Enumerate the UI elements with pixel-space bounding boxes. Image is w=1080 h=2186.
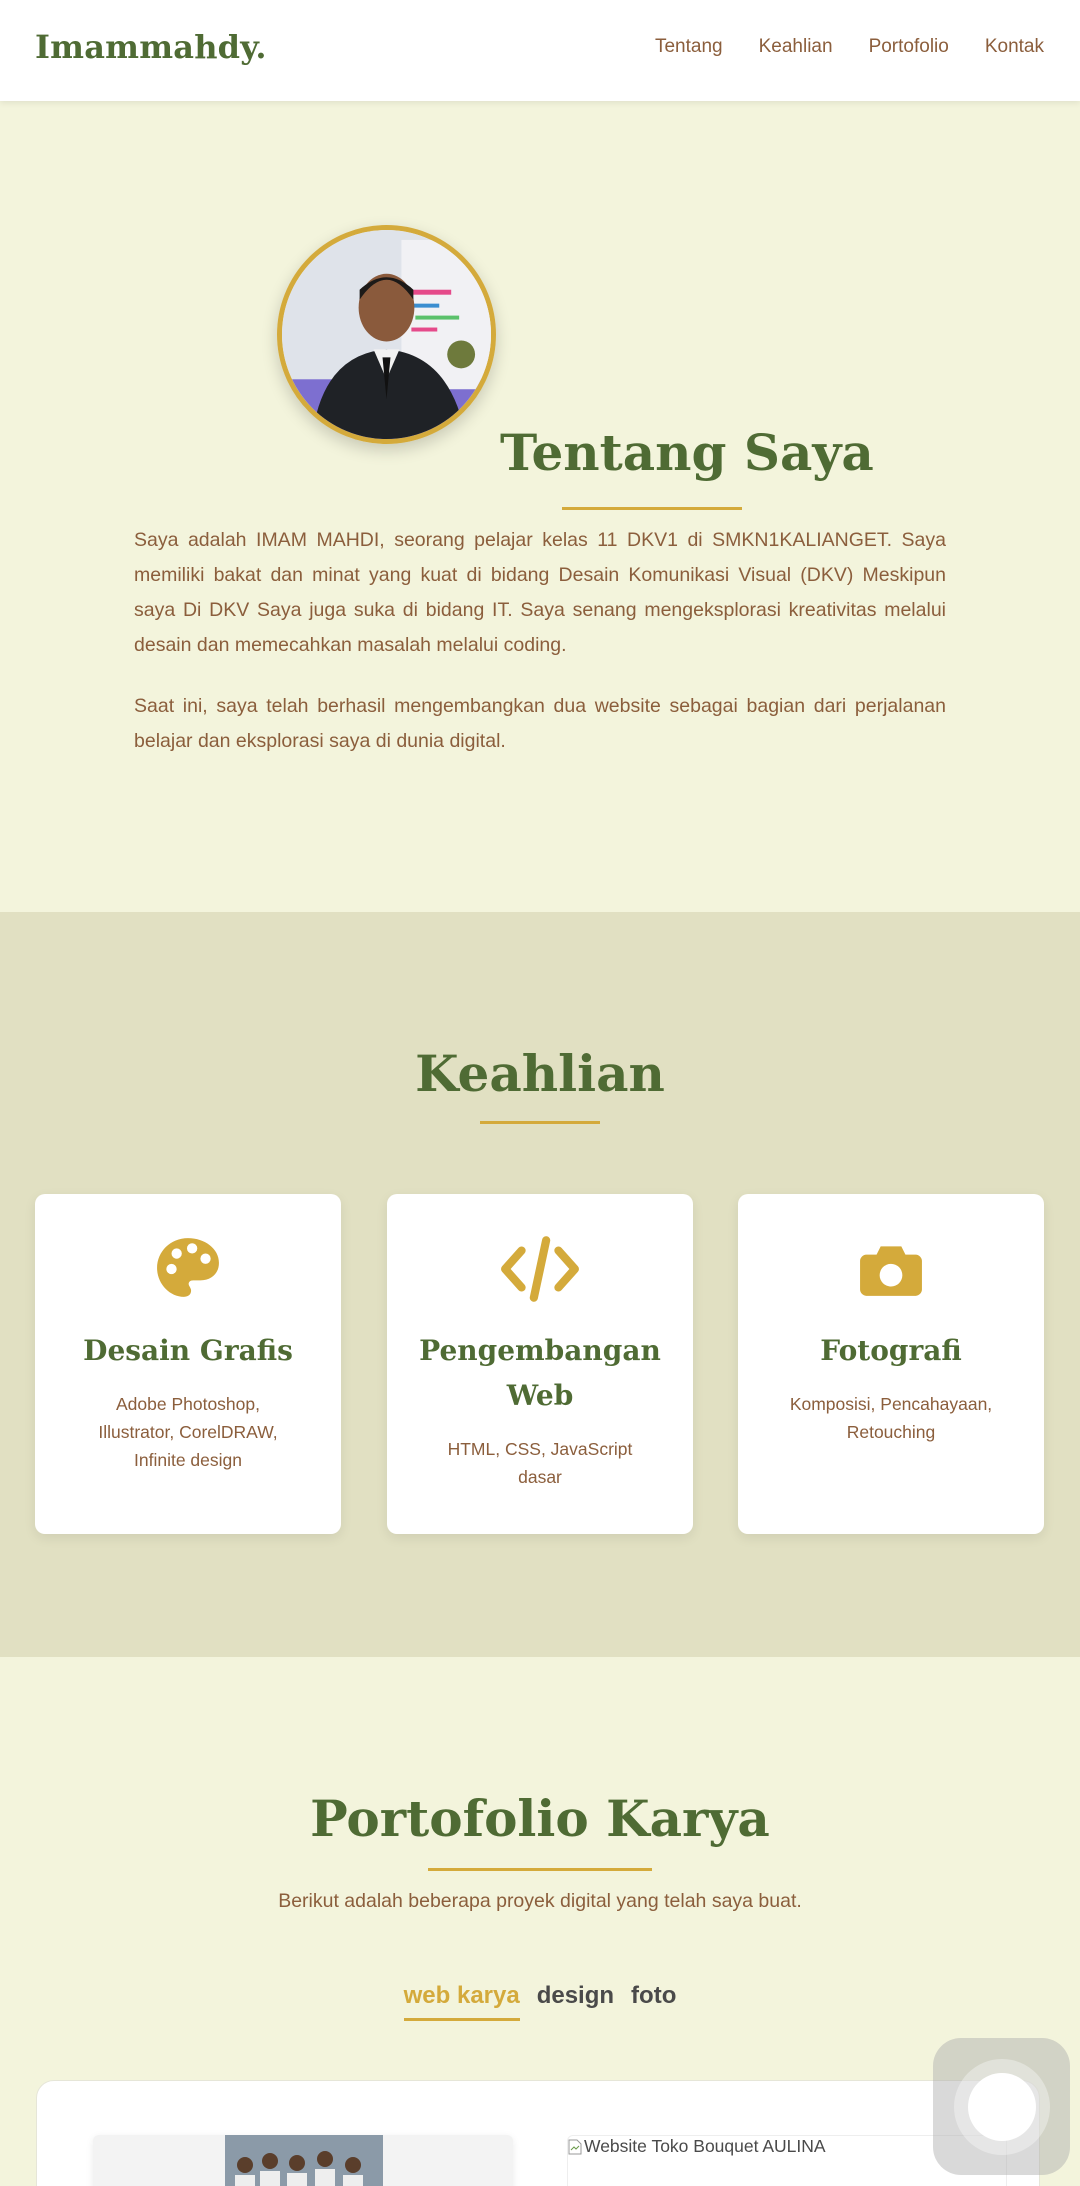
about-paragraph-1: Saya adalah IMAM MAHDI, seorang pelajar kelas 11 DKV1 di SMKN1KALIANGET. Saya memiliki bakat dan minat yang kuat di bidang Desain Komunikasi Visual (DKV) Meskipun saya Di DKV Saya juga suka di bidang IT. Saya senang mengeksplorasi kreativitas melalui desain dan memecahkan masalah melalui coding. bbox=[134, 529, 946, 656]
skill-card-title: Desain Grafis bbox=[83, 1334, 293, 1367]
portfolio-subtitle: Berikut adalah beberapa proyek digital yang telah saya buat. bbox=[278, 1890, 802, 1912]
palette-icon bbox=[35, 1236, 341, 1302]
floating-assistive-button[interactable] bbox=[933, 2038, 1070, 2175]
site-header bbox=[0, 0, 1080, 101]
camera-icon bbox=[738, 1236, 1044, 1302]
project-2-image bbox=[568, 2136, 826, 2157]
portfolio-section bbox=[0, 1657, 1080, 2186]
portfolio-title: Portofolio Karya bbox=[310, 1789, 770, 1848]
about-title: Tentang Saya bbox=[500, 423, 874, 482]
portfolio-panel bbox=[36, 2080, 1040, 2186]
skills-section bbox=[0, 912, 1080, 1657]
nav-link-keahlian[interactable]: Keahlian bbox=[758, 36, 833, 57]
project-1-thumbnail bbox=[225, 2135, 383, 2186]
main-nav bbox=[655, 36, 1044, 58]
skills-title: Keahlian bbox=[415, 1044, 665, 1103]
project-card-1[interactable] bbox=[93, 2135, 513, 2186]
portfolio-tabs bbox=[0, 1982, 1080, 2021]
profile-photo bbox=[277, 225, 496, 444]
floating-button-ring bbox=[954, 2059, 1050, 2155]
about-section bbox=[0, 101, 1080, 912]
profile-photo-image bbox=[282, 230, 491, 439]
skill-card-title: Pengembangan Web bbox=[419, 1334, 661, 1412]
tab-web-karya[interactable]: web karya bbox=[404, 1982, 520, 2021]
project-2-alt-text: Website Toko Bouquet AULINA bbox=[584, 2136, 826, 2156]
skill-card-pengembangan-web bbox=[387, 1194, 693, 1534]
portfolio-title-underline bbox=[428, 1868, 652, 1871]
skill-card-desain-grafis bbox=[35, 1194, 341, 1534]
skill-card-fotografi bbox=[738, 1194, 1044, 1534]
tab-design[interactable]: design bbox=[536, 1982, 615, 2009]
code-icon bbox=[387, 1236, 693, 1302]
skill-card-desc: Adobe Photoshop, Illustrator, CorelDRAW, Infinite design bbox=[98, 1394, 278, 1470]
site-logo[interactable]: Imammahdy. bbox=[35, 28, 267, 66]
about-paragraph-2: Saat ini, saya telah berhasil mengembangkan dua website sebagai bagian dari perjalanan belajar dan eksplorasi saya di dunia digital. bbox=[134, 695, 946, 752]
broken-image-icon bbox=[568, 2139, 582, 2155]
nav-link-kontak[interactable]: Kontak bbox=[984, 36, 1044, 57]
nav-link-portofolio[interactable]: Portofolio bbox=[868, 36, 949, 57]
skill-card-title: Fotografi bbox=[820, 1334, 962, 1367]
skill-card-desc: HTML, CSS, JavaScript dasar bbox=[447, 1439, 633, 1487]
tab-foto[interactable]: foto bbox=[631, 1982, 677, 2009]
about-title-underline bbox=[562, 507, 742, 510]
floating-button-core bbox=[968, 2073, 1036, 2141]
nav-link-tentang[interactable]: Tentang bbox=[654, 36, 723, 57]
skills-title-underline bbox=[480, 1121, 600, 1124]
skill-card-desc: Komposisi, Pencahayaan, Retouching bbox=[789, 1394, 993, 1442]
